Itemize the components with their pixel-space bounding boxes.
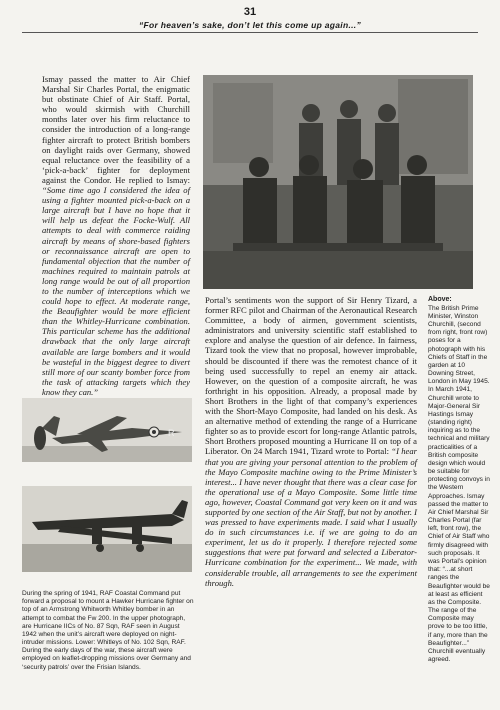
para2-quote: “I hear that you are giving your personal attention to the problem of the Mayo Composite machine owing to the Prime Minister’s interest... I have never thought that there was a clear case for the operational use of a Mayo Composite. Some little time ago, however, Coastal Command got very keen on it and was supported by one section of the Air Staff, but not by another. I was pressed to have experiments made. I said what I usually do in such circumstances i.e. if we are going to do an experiment, let us do it properly. I therefore rejected some suggestions that were put forward and selected a Liberator-Hurricane combination for the experiment... We made, with considerable trouble, all arrangements to see the experiment through. xyxy=(205,446,417,588)
photo-caption-above xyxy=(428,296,490,664)
photo-caption-aircraft: During the spring of 1941, RAF Coastal Command put forward a proposal to mount a Hawker Hurricane fighter on top of an Armstrong Whitworth Whitley bomber in an attempt to combat the Fw 200. In the upper photograph, are Hurricane IICs of No. 87 Sqn, RAF seen in August 1942 when the unit’s aircraft were deployed on night-intruder missions. Lower: Whitleys of No. 102 Sqn, RAF. During the early days of the war, these aircraft were employed on leaflet-dropping missions over Germany and ‘security patrols’ over the Frisian Islands. xyxy=(22,590,194,671)
para2-text: Portal’s sentiments won the support of Sir Henry Tizard, a former RFC pilot and Chairman of the Aeronautical Research Committee, a body of airmen, government scientists, administrators and university scientific staff established to explore and analyse the question of air defence. In fairness, Tizard took the view that no proposal, however improbable, should be discounted if there was the remotest chance of it being used successfully to repel an enemy air attack. However, on the question of a composite aircraft, he was forthright in his opposition. Already, a proposal made by Short Brothers in the light of that company’s experiences with the Short-Mayo Composite, had landed on his desk. As an alternative method of extending the range of a Hurricane fighter so as to provide escort for long-range Atlantic patrols, Short Brothers proposed mounting a Hurricane II on top of a Liberator. On 24 March 1941, Tizard wrote to Portal: xyxy=(205,295,417,457)
body-paragraph-1 xyxy=(42,74,190,397)
chiefs-of-staff-photo xyxy=(203,75,473,289)
para1-quote: “Some time ago I considered the idea of using a fighter mounted pick-a-back on a large aircraft but I have no hope that it will help us defeat the Focke-Wulf. All attempts to deal with commerce raiding aircraft by means of shore-based fighters or reconnaissance aircraft are open to fundamental objection that the number of machines required to maintain patrols at long range would be out of all proportion to the number of interceptions which we could hope to effect. At moderate range, the Beaufighter would be more efficient than the Whitley-Hurricane combination. This particular scheme has the additional drawback that the only large aircraft available are large bombers and it would be wasteful in the biggest degree to divert still more of our scanty bomber force from the task of attacking targets which they know they can.” xyxy=(42,185,190,397)
hurricane-photo xyxy=(22,398,192,462)
page-number: 31 xyxy=(243,6,257,18)
body-paragraph-2 xyxy=(205,295,417,588)
caption-heading: Above: xyxy=(428,296,452,303)
chapter-title: “For heaven’s sake, don’t let this come up again...” xyxy=(138,20,361,30)
para1-text: Ismay passed the matter to Air Chief Marshal Sir Charles Portal, the enigmatic but obstinate Chief of Air Staff. Portal, who would skirmish with Churchill months later over his firm reluctance to consider the introduction of a long-range fighter aircraft to protect British bombers on daylight raids over Germany, showed equal reluctance over the feasibility of a ‘pick-a-back’ fighter for deployment against the Condor. He replied to Ismay: xyxy=(42,74,190,185)
hurricane-code-label: R xyxy=(168,428,175,438)
caption-above-text: The British Prime Minister, Winston Churchill, (second from right, front row) poses for a photograph with his Chiefs of Staff in the garden at 10 Downing Street, London in May 1945. In March 1941, Churchill wrote to Major-General Sir Hastings Ismay (standing right) inquiring as to the technical and military practicalities of a British composite design which would be suitable for protecting convoys in the Western Approaches. Ismay passed the matter to Air Chief Marshal Sir Charles Portal (far left, front row), the Chief of Air Staff who firmly disagreed with such proposals. It was Portal’s opinion that: “...at short ranges the Beaufighter would be at least as efficient as the Composite. The range of the Composite may prove to be too little, if any, more than the Beaufighter...” Churchill eventually agreed. xyxy=(428,304,490,664)
whitley-photo xyxy=(22,486,192,572)
header-rule xyxy=(22,32,478,33)
